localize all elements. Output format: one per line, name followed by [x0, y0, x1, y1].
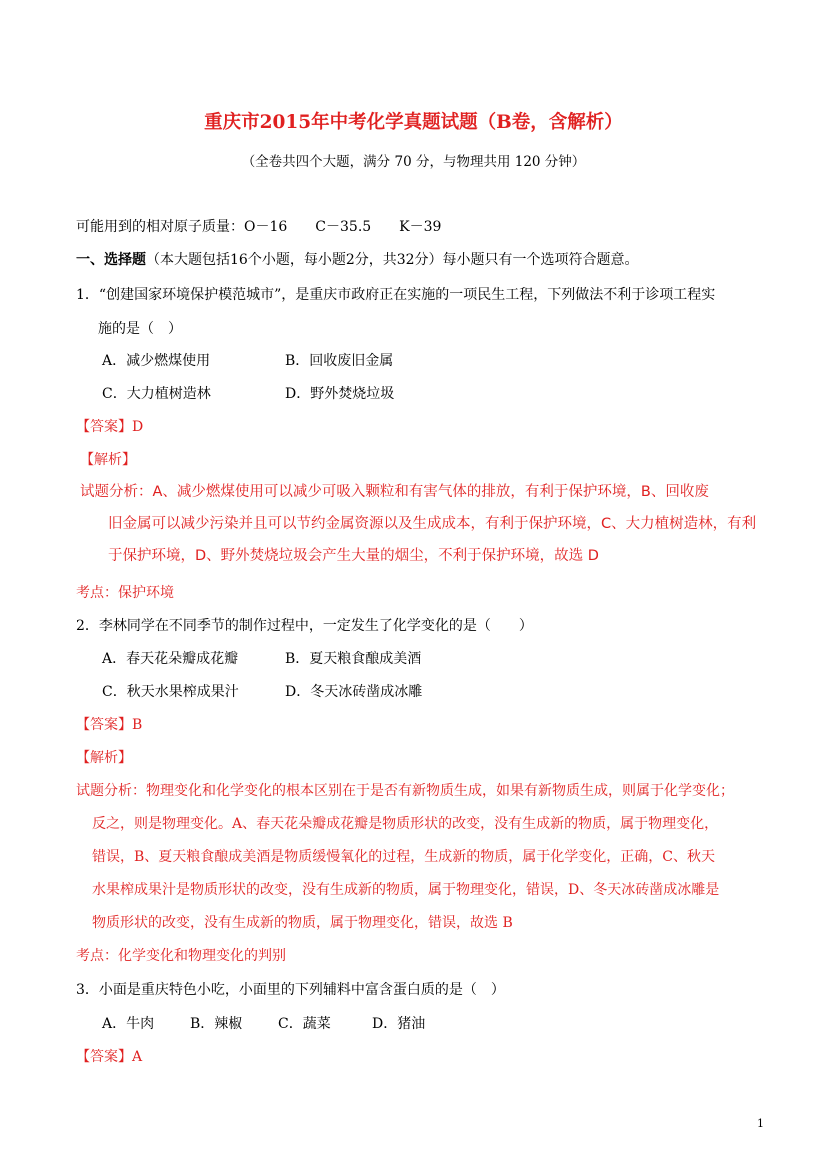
q2-analysis-label: 【解析】 [76, 750, 132, 766]
q2-analysis-line5: 物质形状的改变，没有生成新的物质，属于物理变化，错误，故选 B [92, 915, 513, 931]
section1-heading: 一、选择题 [76, 252, 146, 268]
q2-option-a: A．春天花朵瓣成花瓣 [102, 651, 239, 667]
q1-kaodian: 考点：保护环境 [76, 585, 174, 601]
q2-option-d: D．冬天冰砖凿成冰雕 [285, 684, 423, 700]
q3-option-b: B．辣椒 [190, 1016, 243, 1032]
q3-option-d: D．猪油 [372, 1016, 426, 1032]
q1-option-c: C．大力植树造林 [102, 386, 211, 402]
section1-header [76, 249, 639, 269]
q2-answer: 【答案】B [76, 717, 143, 733]
q2-kaodian: 考点：化学变化和物理变化的判别 [76, 948, 286, 964]
page-subtitle: （全卷共四个大题，满分 70 分，与物理共用 120 分钟） [241, 154, 586, 170]
q1-option-b: B．回收废旧金属 [285, 353, 394, 369]
q1-analysis-line3: 于保护环境，D、野外焚烧垃圾会产生大量的烟尘，不利于保护环境，故选 D [108, 548, 599, 564]
q2-analysis-line2: 反之，则是物理变化。A、春天花朵瓣成花瓣是物质形状的改变，没有生成新的物质，属于物理变化， [92, 816, 719, 832]
q2-option-c: C．秋天水果榨成果汁 [102, 684, 239, 700]
q2-analysis-line1: 试题分析：物理变化和化学变化的根本区别在于是否有新物质生成，如果有新物质生成，则属于化学变化； [76, 783, 734, 799]
q1-stem-line2: 施的是（ ） [98, 321, 182, 337]
q3-option-c: C．蔬菜 [278, 1016, 331, 1032]
q1-answer: 【答案】D [76, 419, 144, 435]
q2-option-b: B．夏天粮食酿成美酒 [285, 651, 422, 667]
q3-stem: 3．小面是重庆特色小吃，小面里的下列辅料中富含蛋白质的是（ ） [76, 982, 505, 998]
q2-analysis-line3: 错误，B、夏天粮食酿成美酒是物质缓慢氧化的过程，生成新的物质，属于化学变化，正确，C、秋天 [92, 849, 715, 865]
q3-option-a: A．牛肉 [102, 1016, 155, 1032]
atomic-masses: 可能用到的相对原子质量：O－16 C－35.5 K－39 [76, 219, 442, 235]
q1-analysis-label: 【解析】 [80, 452, 136, 468]
q2-analysis-line4: 水果榨成果汁是物质形状的改变，没有生成新的物质，属于物理变化，错误，D、冬天冰砖凿成冰雕是 [92, 882, 720, 898]
q1-option-a: A．减少燃煤使用 [102, 353, 211, 369]
q1-analysis-line2: 旧金属可以减少污染并且可以节约金属资源以及生成成本，有利于保护环境，C、大力植树造林，有利 [108, 516, 757, 532]
q1-stem-line1: 1．“创建国家环境保护模范城市”，是重庆市政府正在实施的一项民生工程，下列做法不利于诊项工程实 [76, 287, 716, 303]
q3-answer: 【答案】A [76, 1049, 143, 1065]
q1-option-d: D．野外焚烧垃圾 [285, 386, 395, 402]
page-number: 1 [757, 1117, 764, 1130]
q1-analysis-line1: 试题分析：A、减少燃煤使用可以减少可吸入颗粒和有害气体的排放，有利于保护环境，B、回收废 [80, 484, 709, 500]
page-title: 重庆市2015年中考化学真题试题（B卷，含解析） [204, 112, 623, 133]
section1-instructions: （本大题包括16个小题，每小题2分，共32分）每小题只有一个选项符合题意。 [146, 252, 639, 268]
q2-stem: 2．李林同学在不同季节的制作过程中，一定发生了化学变化的是（ ） [76, 618, 533, 634]
